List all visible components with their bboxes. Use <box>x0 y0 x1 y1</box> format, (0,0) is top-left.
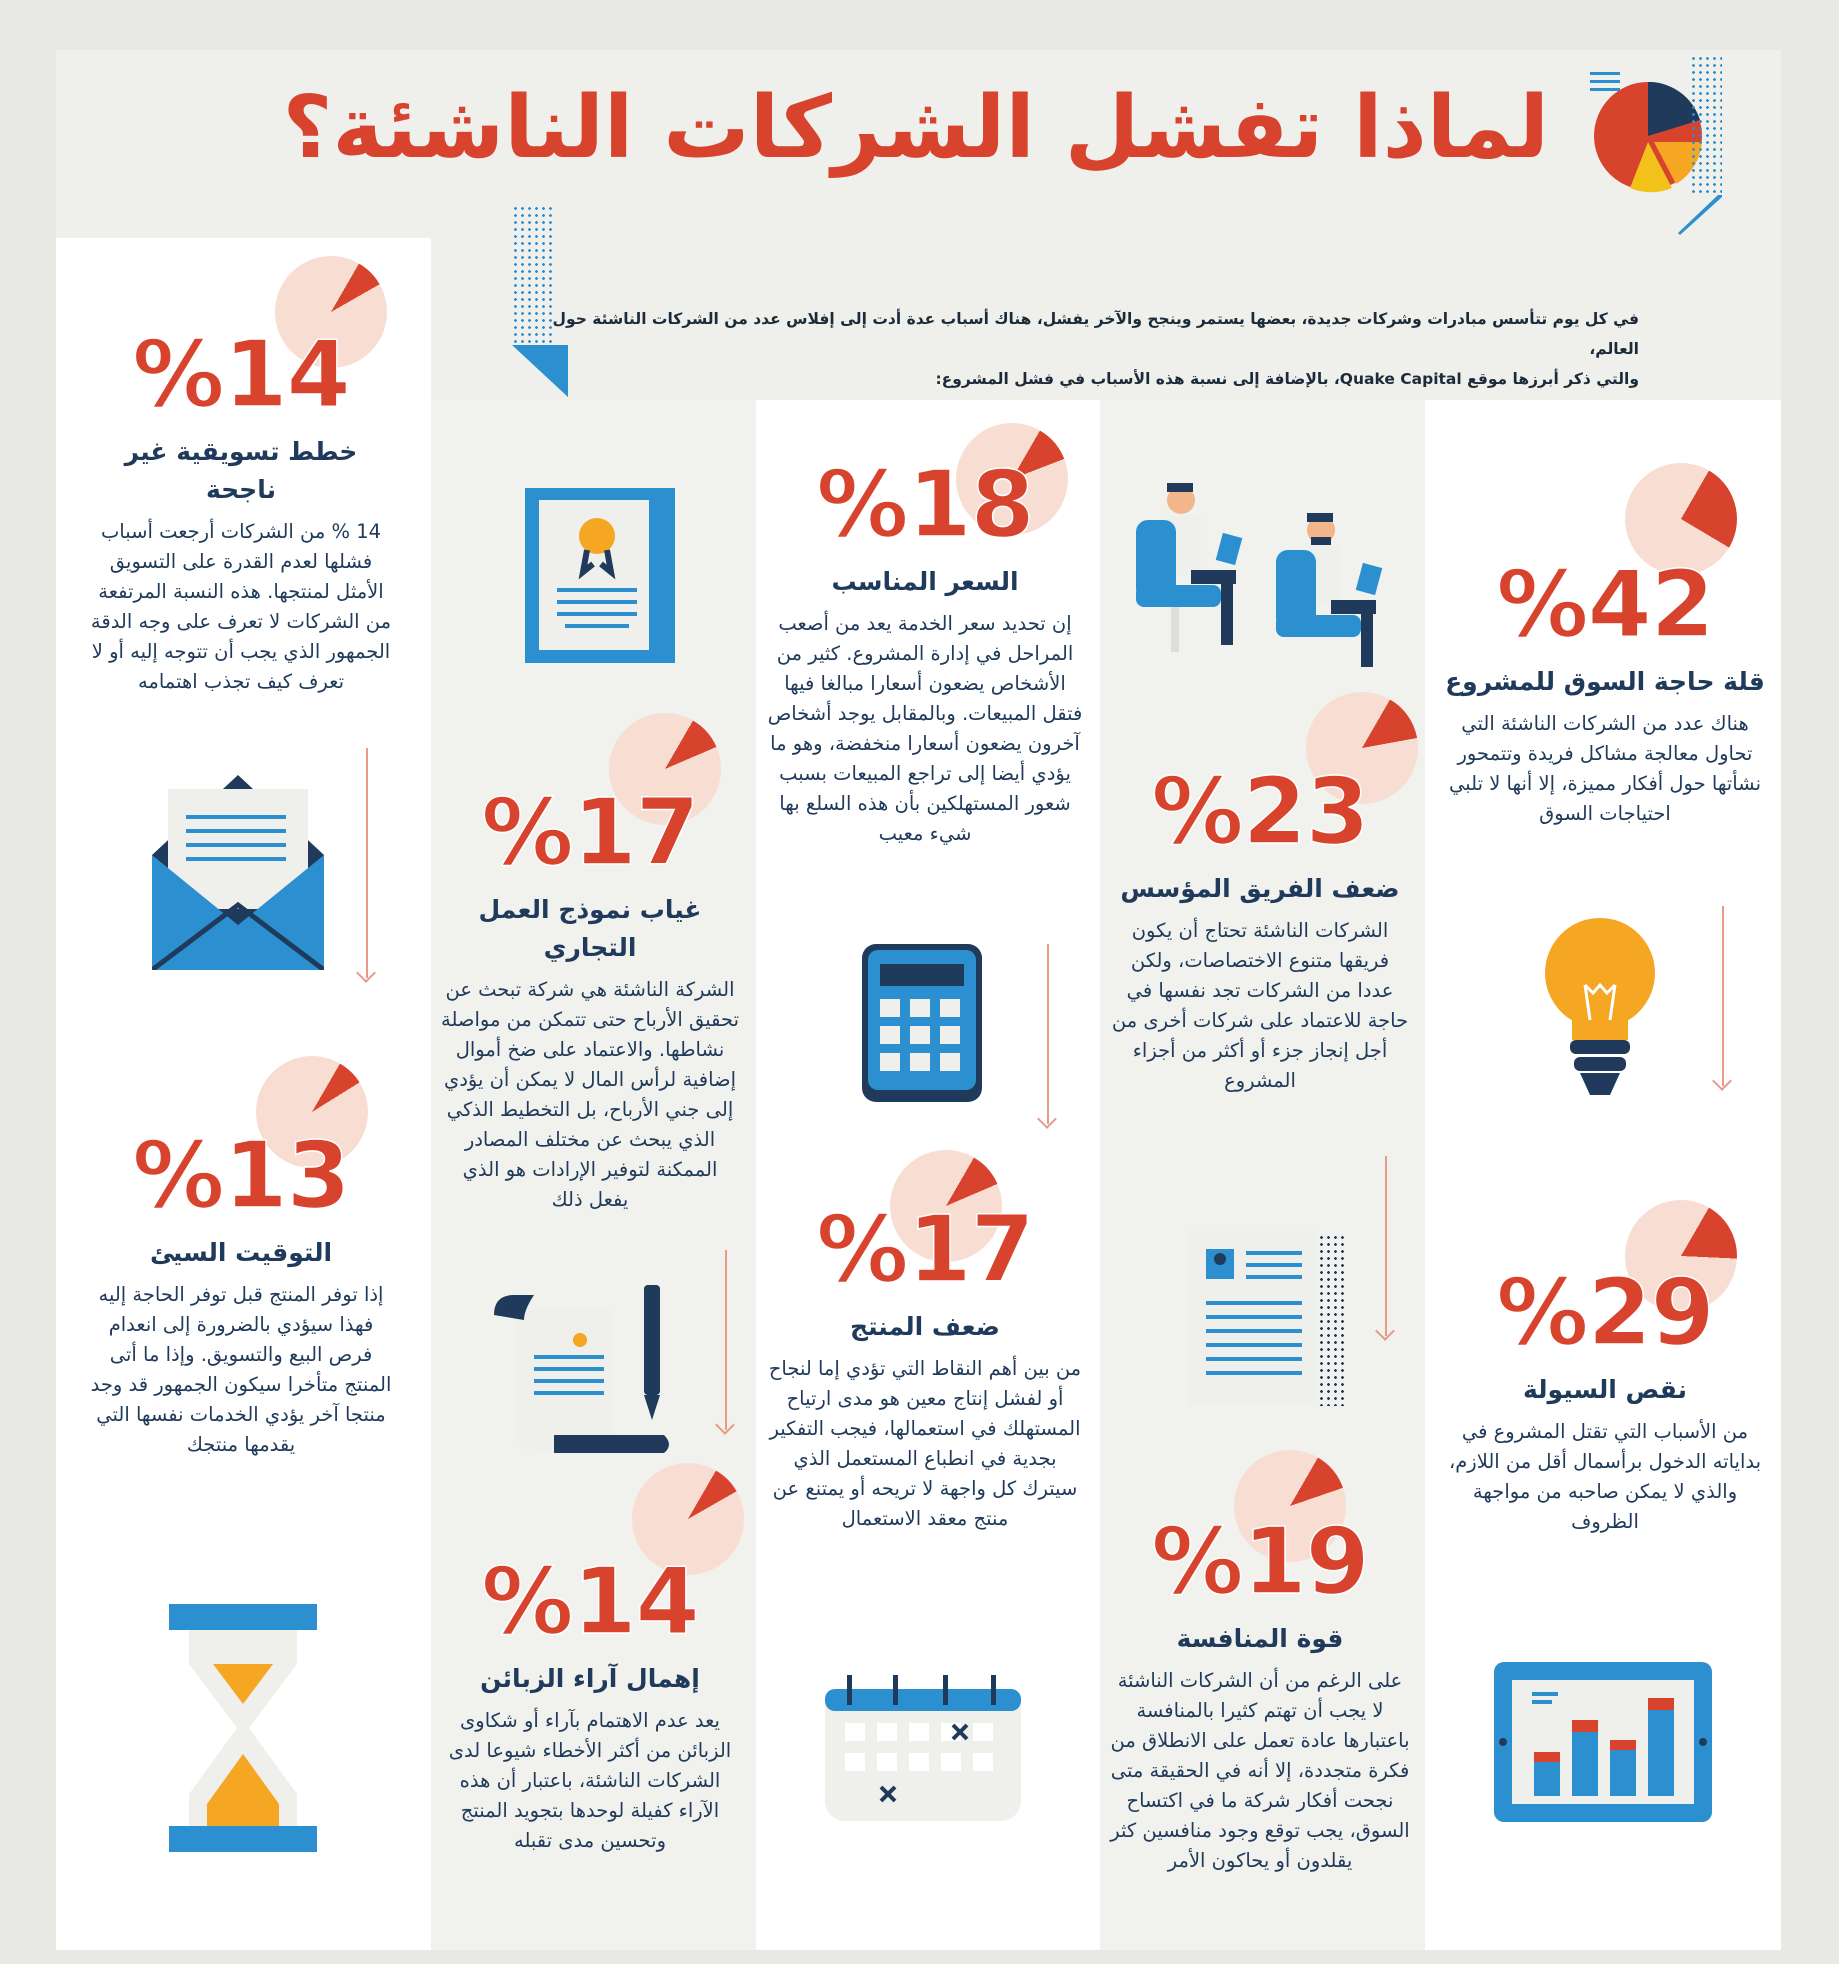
reason-title: إهمال آراء الزبائن <box>480 1664 700 1693</box>
reason-title: قلة حاجة السوق للمشروع <box>1445 667 1765 696</box>
reason-title: نقص السيولة <box>1522 1375 1687 1404</box>
percentage-value: %29 <box>1496 1259 1714 1366</box>
calendar-icon <box>825 1675 1021 1823</box>
reason-title: ضعف الفريق المؤسس <box>1120 874 1400 903</box>
reason-description: إن تحديد سعر الخدمة يعد من أصعب المراحل في إدارة المشروع. كثير من الأشخاص يضعون أسعارا مبالغا فيها فتقل المبيعات. وبالمقابل يوجد أشخاص آخرون يضعون أسعارا منخفضة، وهو ما يؤدي أيضا إلى تراجع المبيعات بسبب شعور المستهلكين بأن هذه السلع بها شيء معيب <box>767 612 1083 845</box>
reason-card <box>1440 1259 1770 1537</box>
reason-description: الشركات الناشئة تحتاج أن يكون فريقها متنوع الاختصاصات، ولكن عددا من الشركات تجد نفسها في حاجة للاعتماد على شركات أخرى من أجل إنجاز جزء أو أكثر من أجزاء المشروع <box>1111 919 1409 1092</box>
dots-decoration <box>1318 1234 1348 1406</box>
lines-icon <box>1590 72 1620 75</box>
down-arrow <box>1385 1156 1387 1336</box>
intro-line: في كل يوم تتأسس مبادرات وشركات جديدة، بعضها يستمر وينجح والآخر يفشل، هناك أسباب عدة أدت إلى إفلاس عدد من الشركات الناشئة حول العالم، <box>552 310 1639 358</box>
corner-triangle-icon <box>1678 195 1726 235</box>
envelope-letter-icon <box>152 775 324 970</box>
reason-card <box>1110 758 1410 1096</box>
percentage-value: %14 <box>132 321 350 428</box>
reason-card <box>86 321 396 697</box>
reason-description: هناك عدد من الشركات الناشئة التي تحاول معالجة مشاكل فريدة وتتمحور نشأتها حول أفكار مميزة، إلا أنها لا تلبي احتياجات السوق <box>1449 712 1761 825</box>
lightbulb-icon <box>1540 915 1660 1100</box>
page-title: لماذا تفشل الشركات الناشئة؟ <box>282 78 1549 178</box>
percentage-value: %13 <box>132 1122 350 1229</box>
percentage-value: %18 <box>816 451 1034 558</box>
reason-description: من الأسباب التي تقتل المشروع في بداياته الدخول برأسمال أقل من اللازم، والذي لا يمكن صاحبه من مواجهة الظروف <box>1448 1420 1762 1533</box>
reason-card <box>440 1548 740 1856</box>
reason-title: التوقيت السيئ <box>149 1238 333 1267</box>
reason-title: غياب نموذج العمل التجاري <box>478 895 702 962</box>
intro-text <box>539 304 1639 394</box>
certificate-icon <box>525 488 675 663</box>
intro-line: والتي ذكر أبرزها موقع Quake Capital، بالإضافة إلى نسبة هذه الأسباب في فشل المشروع: <box>935 370 1639 388</box>
percentage-value: %17 <box>481 779 699 886</box>
reason-card <box>1110 1508 1410 1876</box>
reason-card <box>86 1122 396 1460</box>
percentage-value: %19 <box>1151 1508 1369 1615</box>
dots-decoration <box>1690 55 1722 195</box>
calculator-icon <box>862 944 982 1102</box>
reason-description: من بين أهم النقاط التي تؤدي إما لنجاح أو لفشل إنتاج معين هو مدى ارتياح المستهلك في استعمالها، فيجب التفكير بجدية في انطباع المستعمل الذي سيترك كل واجهة لا تريحه أو يمتنع عن منتج معقد الاستعمال <box>768 1357 1082 1530</box>
down-arrow <box>1722 906 1724 1086</box>
people-seated-icon <box>1131 475 1391 670</box>
reason-title: قوة المنافسة <box>1176 1624 1344 1653</box>
reason-description: الشركة الناشئة هي شركة تبحث عن تحقيق الأرباح حتى تتمكن من مواصلة نشاطها. والاعتماد على ضخ أموال إضافية لرأس المال لا يمكن أن يؤدي إلى جني الأرباح، بل التخطيط الذكي الذي يبحث عن مختلف المصادر الممكنة لتوفير الإرادات هو الذي يفعل ذلك <box>440 978 739 1211</box>
percentage-value: %42 <box>1496 551 1714 658</box>
scroll-and-pen-icon <box>494 1275 676 1453</box>
reason-card <box>765 451 1085 849</box>
percentage-value: %23 <box>1151 758 1369 865</box>
reason-description: 14 % من الشركات أرجعت أسباب فشلها لعدم القدرة على التسويق الأمثل لمنتجها. هذه النسبة المرتفعة من الشركات لا تعرف على وجه الدقة الجمهور الذي يجب أن تتوجه إليه أو لا تعرف كيف تجذب اهتمامه <box>90 520 392 693</box>
reason-title: السعر المناسب <box>831 567 1019 596</box>
reason-description: يعد عدم الاهتمام بآراء أو شكاوى الزبائن من أكثر الأخطاء شيوعا لدى الشركات الناشئة، باعتبار أن هذه الآراء كفيلة لوحدها بتجويد المنتج وتحسين مدى تقبله <box>448 1709 732 1852</box>
reason-card <box>1440 551 1770 829</box>
percentage-value: %14 <box>481 1548 699 1655</box>
hourglass-icon <box>169 1604 317 1854</box>
down-arrow <box>366 748 368 978</box>
reason-description: على الرغم من أن الشركات الناشئة لا يجب أن تهتم كثيرا بالمنافسة باعتبارها عادة تعمل على الانطلاق من فكرة متجددة، إلا أنه في الحقيقة متى نجحت أفكار شركة ما في اكتساح السوق، يجب توقع وجود منافسين كثر يقلدون أو يحاكون الأمر <box>1110 1669 1410 1872</box>
reason-card <box>765 1196 1085 1534</box>
percentage-value: %17 <box>816 1196 1034 1303</box>
reason-title: ضعف المنتج <box>850 1312 1000 1341</box>
down-arrow <box>725 1250 727 1430</box>
down-arrow <box>1047 944 1049 1124</box>
reason-card <box>440 779 740 1215</box>
reason-title: خطط تسويقية غير ناجحة <box>124 437 358 504</box>
reason-description: إذا توفر المنتج قبل توفر الحاجة إليه فهذا سيؤدي بالضرورة إلى انعدام فرص البيع والتسويق. وإذا ما أتى المنتج متأخرا سيكون الجمهور قد وجد منتجا آخر يؤدي الخدمات نفسها التي يقدمها منتجك <box>90 1283 392 1456</box>
bar-chart-tablet-icon <box>1494 1662 1712 1822</box>
